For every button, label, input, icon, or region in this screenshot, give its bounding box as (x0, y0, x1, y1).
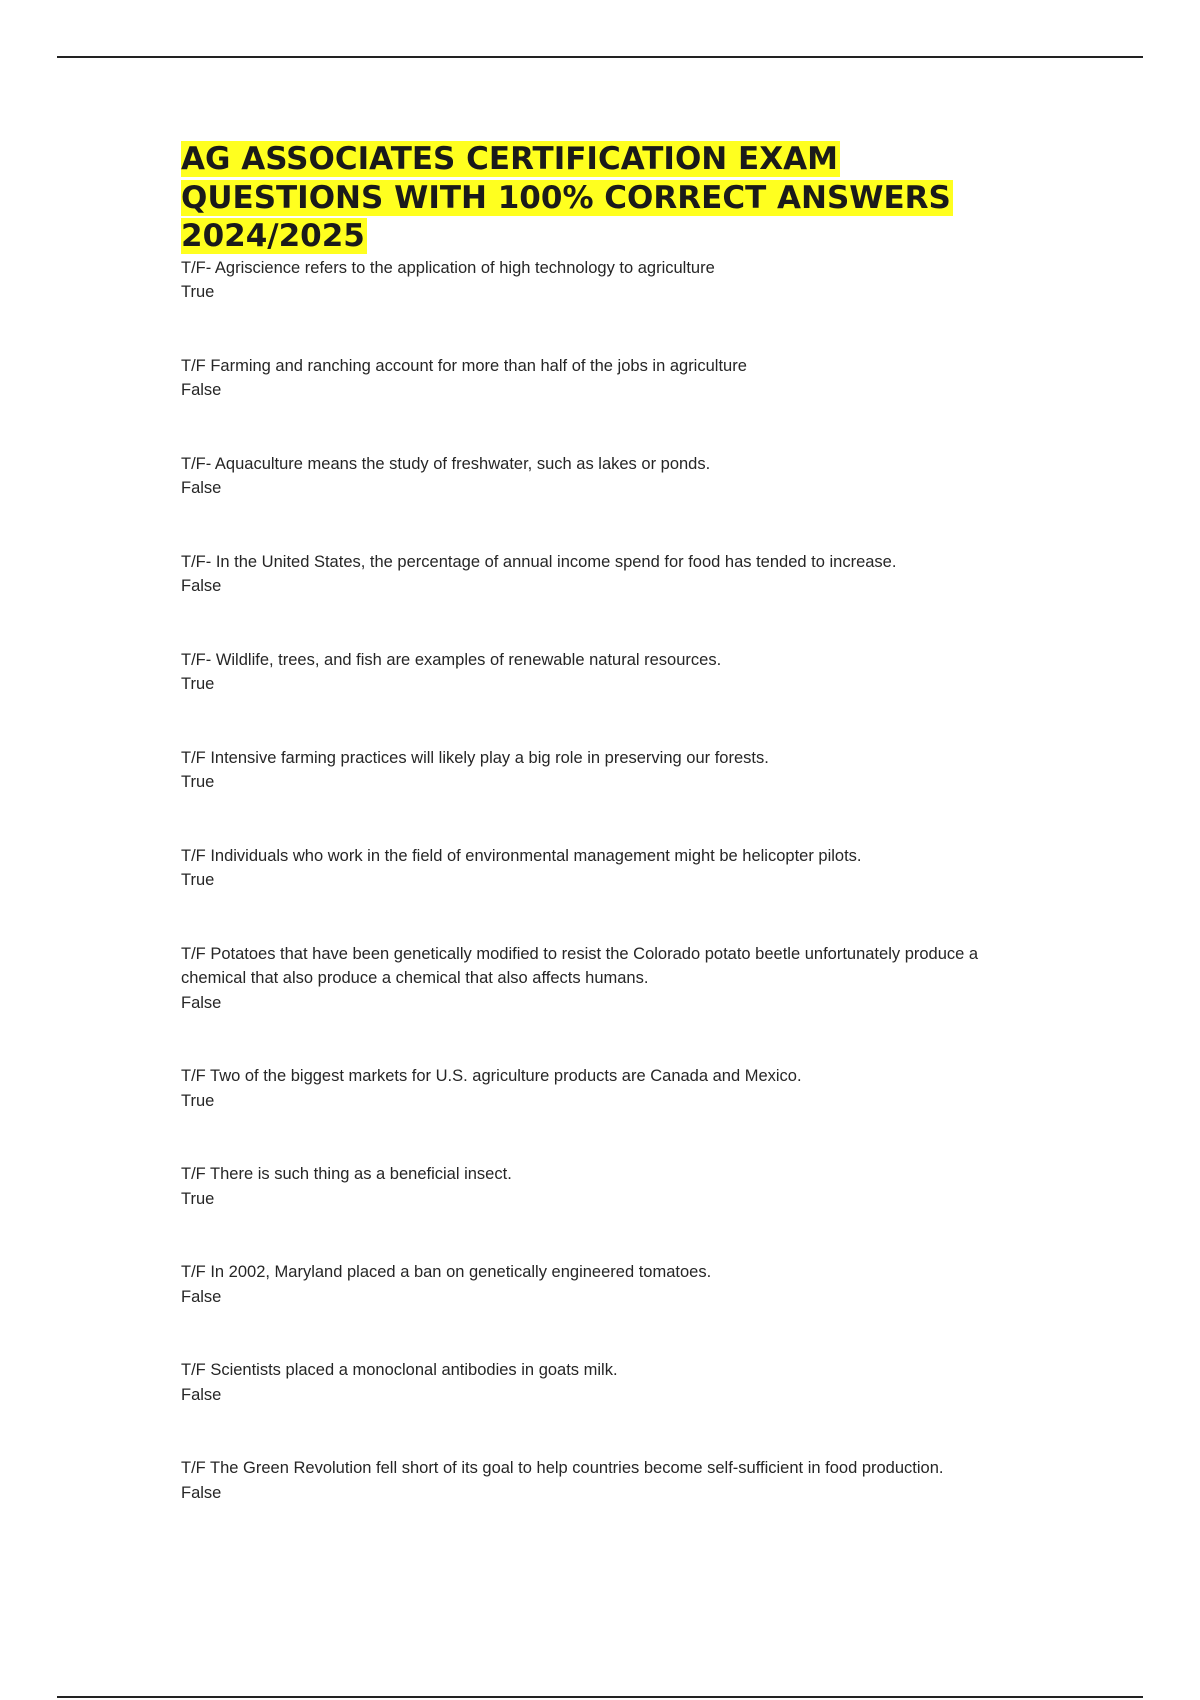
answer-text: False (181, 577, 222, 595)
answer-text: False (181, 1385, 222, 1404)
question-text: T/F Farming and ranching account for more than half of the jobs in agriculture (181, 356, 747, 375)
answer-text: False (181, 479, 222, 497)
question-text: T/F Two of the biggest markets for U.S. agriculture products are Canada and Mexico. (181, 1067, 802, 1085)
question-text: T/F Individuals who work in the field of environmental management might be helicopter pilots. (181, 846, 862, 865)
question-text: T/F- Aquaculture means the study of freshwater, such as lakes or ponds. (181, 454, 711, 473)
question-item (181, 354, 1021, 403)
question-text: T/F The Green Revolution fell short of its goal to help countries become self-sufficient in food production. (181, 1459, 944, 1477)
question-item (181, 1260, 1021, 1309)
question-item (181, 942, 1021, 1016)
answer-text: False (181, 381, 222, 399)
question-text: T/F In 2002, Maryland placed a ban on genetically engineered tomatoes. (181, 1263, 712, 1281)
title-highlight: AG ASSOCIATES CERTIFICATION EXAM QUESTIONS WITH 100% CORRECT ANSWERS 2024/2025 (181, 141, 951, 254)
question-text: T/F Scientists placed a monoclonal antibodies in goats milk. (181, 1361, 618, 1379)
answer-text: True (181, 283, 215, 301)
answer-text: False (181, 1483, 222, 1502)
question-item (181, 746, 1021, 795)
top-divider (57, 56, 1143, 58)
question-text: T/F- Wildlife, trees, and fish are examples of renewable natural resources. (181, 650, 722, 669)
document-title (181, 140, 1021, 256)
question-item (181, 1162, 1021, 1211)
bottom-divider (57, 1696, 1143, 1698)
question-text: T/F Intensive farming practices will likely play a big role in preserving our forests. (181, 748, 769, 767)
answer-text: True (181, 1189, 215, 1208)
question-item (181, 550, 1021, 599)
question-text: T/F- Agriscience refers to the application of high technology to agriculture (181, 258, 715, 277)
question-item (181, 1064, 1021, 1113)
answer-text: False (181, 1287, 222, 1306)
answer-text: True (181, 871, 215, 889)
question-item (181, 844, 1021, 893)
answer-text: False (181, 993, 222, 1012)
question-text: T/F There is such thing as a beneficial insect. (181, 1165, 512, 1183)
answer-text: True (181, 773, 215, 791)
question-list (181, 256, 1021, 1506)
question-item (181, 452, 1021, 501)
question-item (181, 256, 1021, 305)
question-text: T/F- In the United States, the percentage of annual income spend for food has tended to increase. (181, 552, 897, 571)
answer-text: True (181, 675, 215, 693)
answer-text: True (181, 1091, 215, 1110)
question-item (181, 1456, 1021, 1505)
document-body (181, 140, 1021, 1505)
question-item (181, 1358, 1021, 1407)
question-item (181, 648, 1021, 697)
question-text: T/F Potatoes that have been genetically modified to resist the Colorado potato beetle unfortunately produce a chemical that also produce a chemical that also affects humans. (181, 944, 979, 987)
